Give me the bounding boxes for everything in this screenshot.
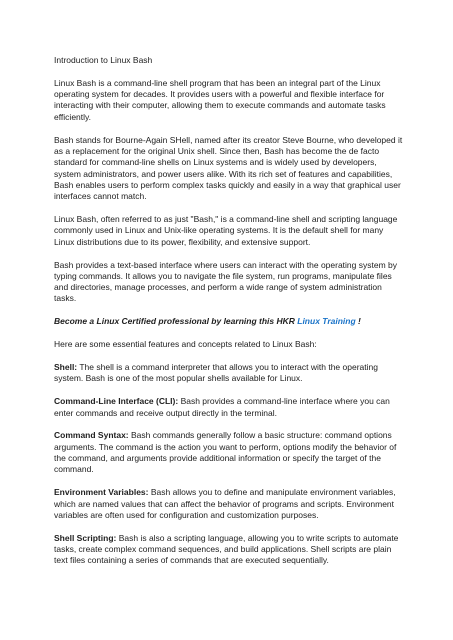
document-page [54,55,404,578]
feature-description: Bash commands generally follow a basic structure: command options arguments. The command is the action you want to perform, options modify the behavior of the command, and arguments provide additional information or specify the target of the command. [54,430,397,475]
feature-cli [54,396,404,419]
feature-environment-variables [54,487,404,521]
feature-description: Bash is also a scripting language, allowing you to write scripts to automate tasks, create complex command sequences, and build applications. Shell scripts are plain text files containing a series of commands that are executed sequentially. [54,532,399,566]
intro-paragraph-1: Linux Bash is a command-line shell program that has been an integral part of the Linux operating system for decades. It provides users with a powerful and flexible interface for interacting with their computer, allowing them to execute commands and automate tasks efficiently. [54,77,386,122]
feature-description: Bash allows you to define and manipulate environment variables, which are named values that can affect the behavior of programs and scripts. Environment variables are often used for configuration and customization purposes. [54,487,396,520]
document-title: Introduction to Linux Bash [54,55,153,65]
feature-description: Bash provides a command-line interface where you can enter commands and receive output directly in the terminal. [54,396,390,418]
feature-term: Shell: [54,362,78,373]
intro-paragraph-3: Linux Bash, often referred to as just "Bash," is a command-line shell and scripting language commonly used in Linux and Unix-like operating systems. It is the default shell for many Linux distributions due to its power, flexibility, and extensive support. [54,214,398,247]
training-callout-suffix: ! [355,316,361,327]
feature-command-syntax [54,430,404,475]
training-callout [54,316,404,327]
feature-shell [54,362,404,385]
feature-description: The shell is a command interpreter that allows you to interact with the operating system. Bash is one of the most popular shells available for Linux. [54,362,378,384]
features-intro: Here are some essential features and concepts related to Linux Bash: [54,339,317,350]
feature-term: Command Syntax: [54,430,129,441]
intro-paragraph-2: Bash stands for Bourne-Again SHell, named after its creator Steve Bourne, who developed it as a replacement for the original Unix shell. Since then, Bash has become the de facto standard for command-line shells on Linux systems and is widely used by developers, system administrators, and power users alike. With its rich set of features and capabilities, Bash enables users to perform complex tasks quickly and easily in a way that graphical user interfaces cannot match. [54,134,403,202]
feature-shell-scripting [54,533,404,567]
feature-term: Shell Scripting: [54,532,117,543]
linux-training-link[interactable]: Linux Training [297,316,356,327]
feature-term: Environment Variables: [54,487,149,498]
training-callout-text: Become a Linux Certified professional by learning this HKR [54,316,298,327]
feature-term: Command-Line Interface (CLI): [54,396,179,407]
intro-paragraph-4: Bash provides a text-based interface where users can interact with the operating system by typing commands. It allows you to navigate the file system, run programs, manipulate files and directories, manage processes, and perform a wide range of system administration tasks. [54,259,398,304]
